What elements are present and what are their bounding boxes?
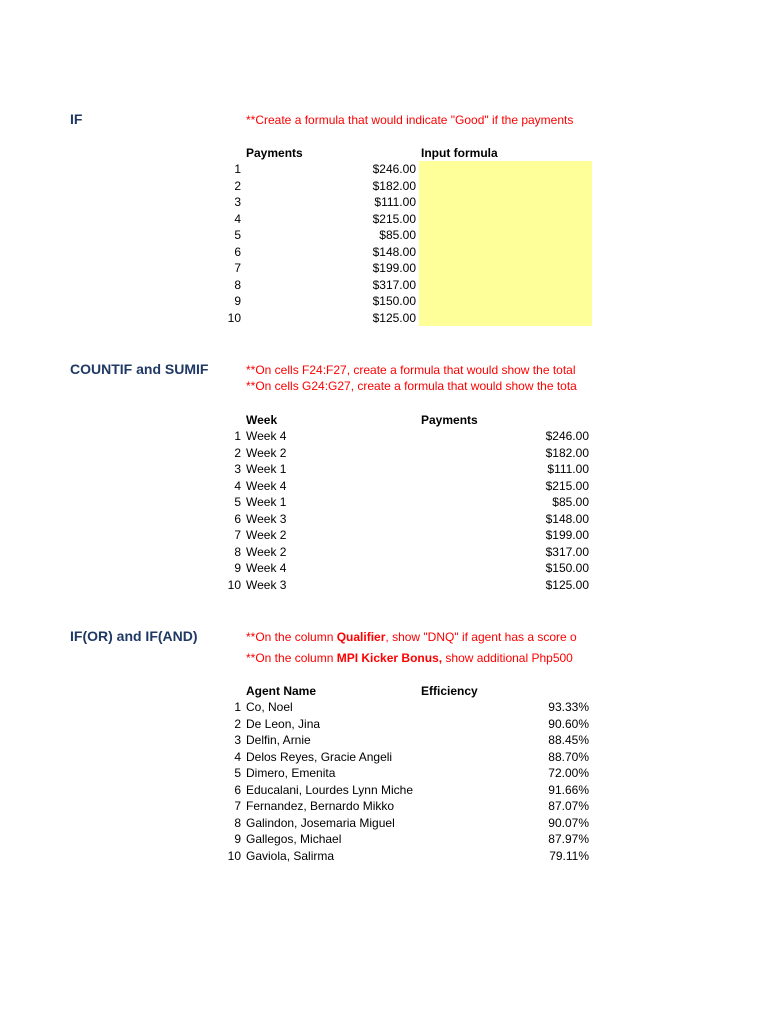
ifor-note-1-prefix: **On the column [246,630,337,644]
agent-name: Educalani, Lourdes Lynn Miche [246,782,413,797]
week-label: Week 2 [246,544,287,559]
row-number: 5 [234,228,241,242]
agent-name: De Leon, Jina [246,716,321,731]
efficiency-value: 87.07% [548,799,589,813]
payment-amount: $215.00 [372,211,416,226]
payment-amount: $125.00 [372,310,416,325]
payment-amount: $111.00 [374,195,416,209]
ifor-note-2 [246,651,592,665]
week-label: Week 3 [246,577,287,592]
efficiency-value: 90.07% [548,815,589,830]
efficiency-value: 87.97% [548,832,589,846]
agent-name: Gallegos, Michael [246,832,342,846]
payment-amount: $317.00 [372,277,416,292]
row-number: 8 [234,815,241,830]
row-number: 5 [234,766,241,780]
efficiency-value: 90.60% [548,716,589,731]
efficiency-value: 72.00% [548,766,589,780]
row-number: 6 [234,782,241,797]
row-number: 10 [227,848,241,863]
ifor-note-1 [246,630,592,644]
efficiency-value: 91.66% [548,782,589,797]
week-label: Week 4 [246,429,287,443]
if-payments-header: Payments [246,146,303,160]
payment-amount: $85.00 [379,228,416,242]
row-number: 9 [234,561,241,575]
if-input-formula-header: Input formula [421,146,498,160]
countif-week-header: Week [246,413,278,427]
agent-name: Galindon, Josemaria Miguel [246,815,395,830]
row-number: 2 [234,445,241,460]
row-number: 9 [234,294,241,308]
row-number: 10 [227,310,241,325]
row-number: 3 [234,733,241,747]
row-number: 7 [234,799,241,813]
row-number: 6 [234,511,241,526]
countif-note-1: **On cells F24:F27, create a formula that would show the total [246,363,576,377]
row-number: 7 [234,528,241,542]
countif-payments-header: Payments [421,413,478,427]
row-number: 10 [227,577,241,592]
agent-name: Delos Reyes, Gracie Angeli [246,749,393,764]
agent-name: Co, Noel [246,700,293,714]
countif-note-2: **On cells G24:G27, create a formula that would show the tota [246,379,577,393]
efficiency-value: 79.11% [549,848,589,863]
week-label: Week 3 [246,511,287,526]
agent-name: Fernandez, Bernardo Mikko [246,799,395,813]
payment-amount: $246.00 [372,162,416,176]
payment-amount: $317.00 [545,544,589,559]
payment-amount: $182.00 [545,445,589,460]
payment-amount: $199.00 [372,261,416,275]
agent-name: Dimero, Emenita [246,766,336,780]
row-number: 2 [234,716,241,731]
payment-amount: $246.00 [545,429,589,443]
payment-amount: $125.00 [545,577,589,592]
payment-amount: $150.00 [545,561,589,575]
efficiency-value: 88.45% [548,733,589,747]
ifor-note-1-suffix: , show "DNQ" if agent has a score o [385,630,577,644]
row-number: 1 [234,162,241,176]
agent-name: Delfin, Arnie [246,733,311,747]
input-formula-range[interactable] [419,161,592,326]
row-number: 1 [234,429,241,443]
payment-amount: $150.00 [372,294,416,308]
if-section-note: **Create a formula that would indicate "Good" if the payments [246,113,574,127]
row-number: 3 [234,462,241,476]
week-label: Week 2 [246,528,287,542]
row-number: 9 [234,832,241,846]
efficiency-value: 93.33% [548,700,589,714]
ifor-note-2-suffix: show additional Php500 [442,651,573,665]
row-number: 3 [234,195,241,209]
row-number: 4 [234,749,241,764]
row-number: 8 [234,277,241,292]
row-number: 1 [234,700,241,714]
week-label: Week 4 [246,478,287,493]
payment-amount: $182.00 [372,178,416,193]
ifor-note-2-bold: MPI Kicker Bonus, [336,651,443,665]
row-number: 7 [234,261,241,275]
payment-amount: $199.00 [545,528,589,542]
payment-amount: $215.00 [545,478,589,493]
week-label: Week 2 [246,445,287,460]
week-label: Week 1 [246,462,287,476]
agent-name: Gaviola, Salirma [246,848,335,863]
row-number: 4 [234,478,241,493]
agent-name-header: Agent Name [246,684,317,698]
ifor-note-1-bold: Qualifier [336,630,386,644]
ifor-section-title: IF(OR) and IF(AND) [70,628,198,644]
row-number: 5 [234,495,241,509]
payment-amount: $148.00 [545,511,589,526]
row-number: 8 [234,544,241,559]
countif-section-title: COUNTIF and SUMIF [70,361,209,377]
row-number: 4 [234,211,241,226]
payment-amount: $111.00 [547,462,589,476]
row-number: 2 [234,178,241,193]
efficiency-value: 88.70% [548,749,589,764]
payment-amount: $148.00 [372,244,416,259]
week-label: Week 4 [246,561,287,575]
payment-amount: $85.00 [552,495,589,509]
if-section-title: IF [70,111,83,127]
efficiency-header: Efficiency [421,684,478,698]
week-label: Week 1 [246,495,287,509]
ifor-note-2-prefix: **On the column [246,651,337,665]
row-number: 6 [234,244,241,259]
